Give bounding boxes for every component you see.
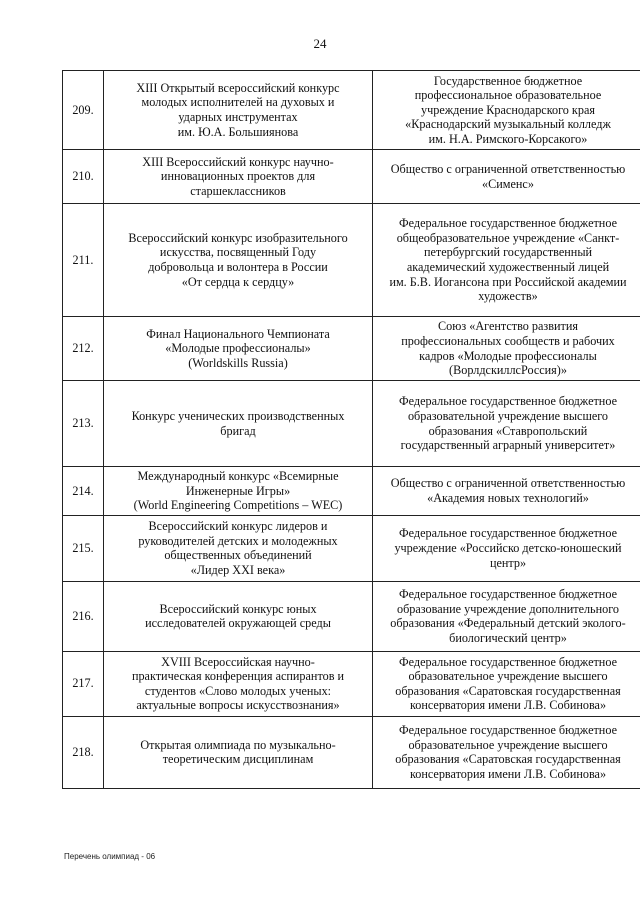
row-number: 217. bbox=[63, 651, 104, 716]
row-number: 218. bbox=[63, 716, 104, 788]
competition-name: XIII Всероссийский конкурс научно- инновационных проектов для старшеклассников bbox=[104, 150, 373, 204]
competition-name: XIII Открытый всероссийский конкурс молодых исполнителей на духовых и ударных инструментах им. Ю.А. Большиянова bbox=[104, 71, 373, 150]
row-number: 212. bbox=[63, 317, 104, 381]
row-number: 214. bbox=[63, 467, 104, 516]
organizer: Федеральное государственное бюджетное учреждение «Российско детско-юношеский центр» bbox=[373, 515, 640, 581]
competition-name: Открытая олимпиада по музыкально- теоретическим дисциплинам bbox=[104, 716, 373, 788]
page-number: 24 bbox=[313, 36, 327, 51]
organizer: Федеральное государственное бюджетное общеобразовательное учреждение «Санкт- петербургский государственный академический художественный лицей им. Б.В. Иогансона при Российской академии художеств» bbox=[373, 204, 640, 317]
table-row bbox=[63, 716, 640, 788]
footer-caption: Перечень олимпиад - 06 bbox=[64, 852, 156, 861]
competition-name: Всероссийский конкурс юных исследователей окружающей среды bbox=[104, 581, 373, 651]
organizer: Федеральное государственное бюджетное образовательное учреждение высшего образования «Саратовская государственная консерватория имени Л.В. Собинова» bbox=[373, 716, 640, 788]
competition-name: Конкурс ученических производственных бригад bbox=[104, 381, 373, 467]
competition-name: Финал Национального Чемпионата «Молодые профессионалы» (Worldskills Russia) bbox=[104, 317, 373, 381]
competition-name: Всероссийский конкурс лидеров и руководителей детских и молодежных общественных объединений «Лидер XXI века» bbox=[104, 515, 373, 581]
competition-name: XVIII Всероссийская научно- практическая конференция аспирантов и студентов «Слово молодых ученых: актуальные вопросы искусствознания» bbox=[104, 651, 373, 716]
competition-name: Международный конкурс «Всемирные Инженерные Игры» (World Engineering Competitions – WEC) bbox=[104, 467, 373, 516]
organizer: Федеральное государственное бюджетное образовательной учреждение высшего образования «Ставропольский государственный аграрный университет» bbox=[373, 381, 640, 467]
table-row bbox=[63, 381, 640, 467]
table-row bbox=[63, 71, 640, 150]
organizer: Государственное бюджетное профессиональное образовательное учреждение Краснодарского края «Краснодарский музыкальный колледж им. Н.А. Римского-Корсакого» bbox=[373, 71, 640, 150]
table-row bbox=[63, 204, 640, 317]
table-row bbox=[63, 150, 640, 204]
olympiad-table bbox=[62, 70, 640, 789]
table-row bbox=[63, 467, 640, 516]
organizer: Общество с ограниченной ответственностью «Сименс» bbox=[373, 150, 640, 204]
table-row bbox=[63, 515, 640, 581]
table-row bbox=[63, 651, 640, 716]
row-number: 210. bbox=[63, 150, 104, 204]
organizer: Федеральное государственное бюджетное образование учреждение дополнительного образования «Федеральный детский эколого- биологический центр» bbox=[373, 581, 640, 651]
table-row bbox=[63, 581, 640, 651]
row-number: 213. bbox=[63, 381, 104, 467]
competition-name: Всероссийский конкурс изобразительного искусства, посвященный Году добровольца и волонтера в России «От сердца к сердцу» bbox=[104, 204, 373, 317]
row-number: 216. bbox=[63, 581, 104, 651]
organizer: Общество с ограниченной ответственностью «Академия новых технологий» bbox=[373, 467, 640, 516]
row-number: 209. bbox=[63, 71, 104, 150]
row-number: 211. bbox=[63, 204, 104, 317]
table-row bbox=[63, 317, 640, 381]
organizer: Федеральное государственное бюджетное образовательное учреждение высшего образования «Саратовская государственная консерватория имени Л.В. Собинова» bbox=[373, 651, 640, 716]
row-number: 215. bbox=[63, 515, 104, 581]
organizer: Союз «Агентство развития профессиональных сообществ и рабочих кадров «Молодые профессионалы (ВорлдскиллсРоссия)» bbox=[373, 317, 640, 381]
